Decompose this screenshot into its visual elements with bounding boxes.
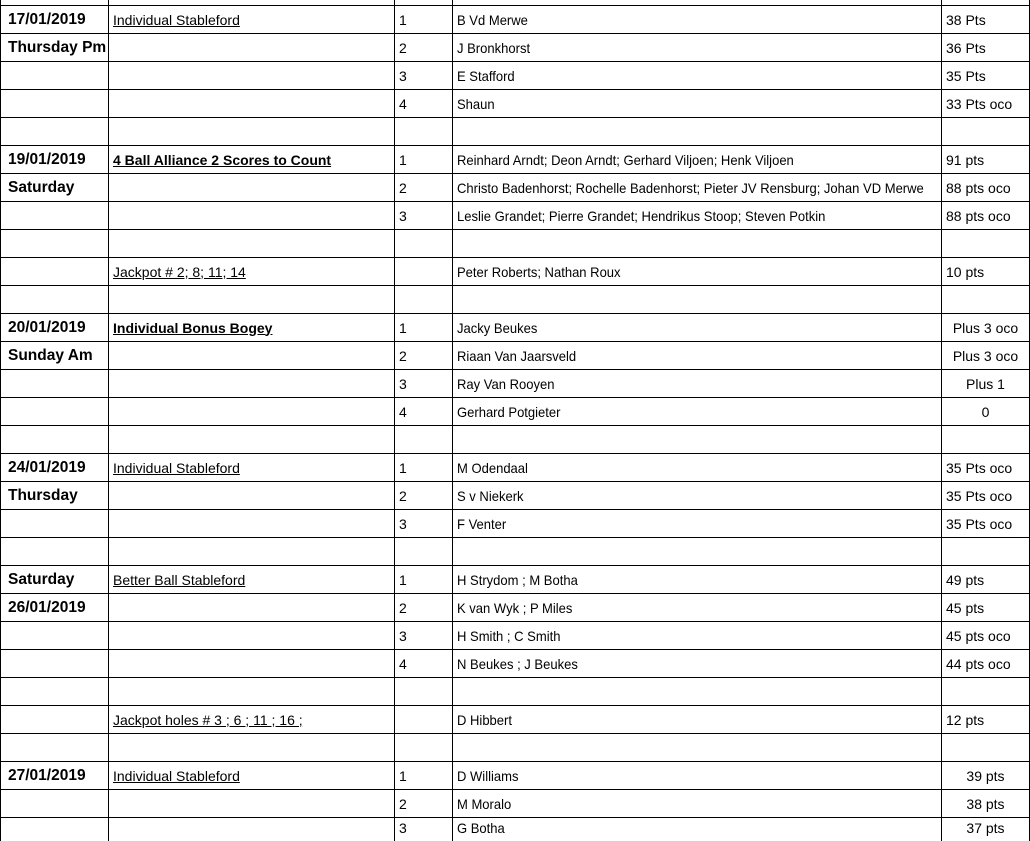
cell-points[interactable]: Plus 1 xyxy=(942,369,1030,397)
cell-points[interactable]: 38 Pts xyxy=(942,5,1030,33)
cell-points[interactable]: 45 pts oco xyxy=(942,621,1030,649)
table-row xyxy=(1,733,1030,761)
cell-competition[interactable] xyxy=(109,201,395,229)
cell-points[interactable]: 37 pts xyxy=(942,817,1030,841)
cell-date[interactable] xyxy=(1,789,109,817)
cell-points[interactable]: 12 pts xyxy=(942,705,1030,733)
cell-position[interactable]: 3 xyxy=(395,369,453,397)
cell-names[interactable] xyxy=(453,677,942,705)
cell-points[interactable] xyxy=(942,733,1030,761)
table-row xyxy=(1,481,1030,509)
player-names: Leslie Grandet; Pierre Grandet; Hendrikus Stoop; Steven Potkin xyxy=(457,207,826,224)
cell-names[interactable] xyxy=(453,649,942,677)
table-row xyxy=(1,509,1030,537)
cell-names[interactable] xyxy=(453,593,942,621)
cell-points[interactable]: 0 xyxy=(942,397,1030,425)
cell-position[interactable]: 4 xyxy=(395,649,453,677)
table-row xyxy=(1,61,1030,89)
cell-position[interactable]: 2 xyxy=(395,341,453,369)
cell-points[interactable] xyxy=(942,285,1030,313)
cell-date[interactable] xyxy=(1,705,109,733)
cell-names[interactable] xyxy=(453,201,942,229)
table-row xyxy=(1,5,1030,33)
cell-points[interactable] xyxy=(942,425,1030,453)
table-row xyxy=(1,537,1030,565)
player-names: H Smith ; C Smith xyxy=(457,627,561,644)
cell-position[interactable]: 1 xyxy=(395,145,453,173)
cell-competition[interactable] xyxy=(109,397,395,425)
cell-names[interactable] xyxy=(453,425,942,453)
cell-date[interactable] xyxy=(1,285,109,313)
table-row xyxy=(1,117,1030,145)
player-names: Christo Badenhorst; Rochelle Badenhorst; Pieter JV Rensburg; Johan VD Merwe xyxy=(457,179,924,196)
table-row xyxy=(1,621,1030,649)
cell-competition[interactable] xyxy=(109,425,395,453)
cell-points[interactable] xyxy=(942,677,1030,705)
cell-position[interactable] xyxy=(395,677,453,705)
cell-position[interactable]: 4 xyxy=(395,89,453,117)
cell-position[interactable] xyxy=(395,705,453,733)
cell-position[interactable] xyxy=(395,117,453,145)
cell-position[interactable]: 1 xyxy=(395,761,453,789)
cell-position[interactable]: 4 xyxy=(395,397,453,425)
cell-competition[interactable] xyxy=(109,817,395,841)
player-names: Reinhard Arndt; Deon Arndt; Gerhard Viljoen; Henk Viljoen xyxy=(457,151,794,168)
cell-position[interactable] xyxy=(395,733,453,761)
cell-competition[interactable] xyxy=(109,61,395,89)
player-names: B Vd Merwe xyxy=(457,11,528,28)
table-row xyxy=(1,145,1030,173)
cell-competition[interactable] xyxy=(109,621,395,649)
table-row xyxy=(1,173,1030,201)
cell-position[interactable]: 3 xyxy=(395,509,453,537)
cell-names[interactable] xyxy=(453,33,942,61)
cell-position[interactable]: 1 xyxy=(395,453,453,481)
cell-points[interactable] xyxy=(942,537,1030,565)
cell-date[interactable] xyxy=(1,425,109,453)
cell-points[interactable]: 35 Pts oco xyxy=(942,481,1030,509)
competition-label: Individual Stableford xyxy=(113,459,240,476)
cell-points[interactable] xyxy=(942,117,1030,145)
cell-position[interactable]: 2 xyxy=(395,481,453,509)
cell-names[interactable] xyxy=(453,453,942,481)
cell-date[interactable] xyxy=(1,509,109,537)
cell-competition[interactable] xyxy=(109,565,395,593)
cell-competition[interactable] xyxy=(109,593,395,621)
table-row xyxy=(1,33,1030,61)
table-row xyxy=(1,285,1030,313)
cell-competition[interactable] xyxy=(109,649,395,677)
player-names: F Venter xyxy=(457,515,507,532)
cell-position[interactable]: 2 xyxy=(395,33,453,61)
cell-position[interactable]: 2 xyxy=(395,173,453,201)
cell-date[interactable] xyxy=(1,229,109,257)
cell-date[interactable] xyxy=(1,649,109,677)
cell-date[interactable]: 19/01/2019 xyxy=(1,145,109,173)
player-names: D Williams xyxy=(457,767,519,784)
cell-competition[interactable] xyxy=(109,5,395,33)
cell-names[interactable] xyxy=(453,537,942,565)
cell-names[interactable] xyxy=(453,733,942,761)
cell-points[interactable]: 10 pts xyxy=(942,257,1030,285)
table-row xyxy=(1,761,1030,789)
table-row xyxy=(1,453,1030,481)
cell-names[interactable] xyxy=(453,705,942,733)
table-row xyxy=(1,425,1030,453)
cell-date[interactable]: 20/01/2019 xyxy=(1,313,109,341)
cell-position[interactable]: 3 xyxy=(395,201,453,229)
cell-names[interactable] xyxy=(453,257,942,285)
competition-label: Jackpot holes # 3 ; 6 ; 11 ; 16 ; xyxy=(113,711,303,728)
cell-names[interactable] xyxy=(453,285,942,313)
cell-date[interactable] xyxy=(1,369,109,397)
cell-names[interactable] xyxy=(453,817,942,841)
cell-date[interactable]: 26/01/2019 xyxy=(1,593,109,621)
cell-date[interactable]: 17/01/2019 xyxy=(1,5,109,33)
table-row xyxy=(1,565,1030,593)
player-names: E Stafford xyxy=(457,67,515,84)
cell-names[interactable] xyxy=(453,621,942,649)
cell-competition[interactable] xyxy=(109,453,395,481)
cell-points[interactable]: 88 pts oco xyxy=(942,173,1030,201)
cell-points[interactable]: 35 Pts xyxy=(942,61,1030,89)
cell-position[interactable]: 3 xyxy=(395,621,453,649)
cell-points[interactable]: 49 pts xyxy=(942,565,1030,593)
cell-names[interactable] xyxy=(453,117,942,145)
player-names: Ray Van Rooyen xyxy=(457,375,555,392)
cell-competition[interactable] xyxy=(109,89,395,117)
cell-date[interactable] xyxy=(1,201,109,229)
cell-competition[interactable] xyxy=(109,229,395,257)
cell-names[interactable] xyxy=(453,789,942,817)
player-names: Shaun xyxy=(457,95,495,112)
cell-position[interactable]: 3 xyxy=(395,61,453,89)
competition-label: Jackpot # 2; 8; 11; 14 xyxy=(113,263,246,280)
cell-date[interactable]: 27/01/2019 xyxy=(1,761,109,789)
cell-competition[interactable] xyxy=(109,341,395,369)
player-names: Gerhard Potgieter xyxy=(457,403,561,420)
table-row xyxy=(1,677,1030,705)
table-row xyxy=(1,313,1030,341)
cell-competition[interactable] xyxy=(109,481,395,509)
cell-position[interactable] xyxy=(395,229,453,257)
cell-position[interactable] xyxy=(395,257,453,285)
cell-date[interactable]: 24/01/2019 xyxy=(1,453,109,481)
cell-competition[interactable] xyxy=(109,117,395,145)
cell-competition[interactable] xyxy=(109,761,395,789)
cell-names[interactable] xyxy=(453,229,942,257)
player-names: G Botha xyxy=(457,819,505,836)
cell-points[interactable]: 88 pts oco xyxy=(942,201,1030,229)
cell-competition[interactable] xyxy=(109,537,395,565)
cell-points[interactable]: 36 Pts xyxy=(942,33,1030,61)
cell-names[interactable] xyxy=(453,481,942,509)
results-table-body xyxy=(1,0,1030,841)
cell-points[interactable]: 45 pts xyxy=(942,593,1030,621)
cell-position[interactable]: 1 xyxy=(395,565,453,593)
table-row xyxy=(1,201,1030,229)
cell-points[interactable]: 38 pts xyxy=(942,789,1030,817)
cell-date[interactable]: Thursday xyxy=(1,481,109,509)
player-names: Riaan Van Jaarsveld xyxy=(457,347,577,364)
cell-competition[interactable] xyxy=(109,173,395,201)
cell-date[interactable]: Sunday Am xyxy=(1,341,109,369)
cell-position[interactable] xyxy=(395,285,453,313)
table-row xyxy=(1,397,1030,425)
cell-names[interactable] xyxy=(453,173,942,201)
cell-date[interactable] xyxy=(1,677,109,705)
cell-competition[interactable] xyxy=(109,145,395,173)
cell-names[interactable] xyxy=(453,397,942,425)
player-names: K van Wyk ; P Miles xyxy=(457,599,573,616)
cell-position[interactable]: 1 xyxy=(395,313,453,341)
cell-date[interactable] xyxy=(1,257,109,285)
cell-points[interactable]: 33 Pts oco xyxy=(942,89,1030,117)
cell-names[interactable] xyxy=(453,341,942,369)
cell-points[interactable]: 35 Pts oco xyxy=(942,509,1030,537)
cell-points[interactable]: Plus 3 oco xyxy=(942,341,1030,369)
player-names: D Hibbert xyxy=(457,711,513,728)
competition-label: 4 Ball Alliance 2 Scores to Count xyxy=(113,151,332,168)
table-row xyxy=(1,593,1030,621)
cell-competition[interactable] xyxy=(109,369,395,397)
competition-label: Individual Stableford xyxy=(113,11,240,28)
cell-competition[interactable] xyxy=(109,677,395,705)
table-row xyxy=(1,649,1030,677)
cell-date[interactable] xyxy=(1,397,109,425)
cell-position[interactable]: 3 xyxy=(395,817,453,841)
table-row xyxy=(1,257,1030,285)
cell-date[interactable] xyxy=(1,733,109,761)
player-names: M Odendaal xyxy=(457,459,528,476)
cell-names[interactable] xyxy=(453,761,942,789)
competition-label: Individual Bonus Bogey xyxy=(113,319,273,336)
cell-position[interactable]: 2 xyxy=(395,789,453,817)
cell-competition[interactable] xyxy=(109,705,395,733)
cell-names[interactable] xyxy=(453,509,942,537)
cell-names[interactable] xyxy=(453,369,942,397)
cell-date[interactable] xyxy=(1,537,109,565)
cell-position[interactable] xyxy=(395,425,453,453)
player-names: Jacky Beukes xyxy=(457,319,538,336)
player-names: H Strydom ; M Botha xyxy=(457,571,578,588)
table-row xyxy=(1,705,1030,733)
cell-date[interactable] xyxy=(1,621,109,649)
cell-date[interactable]: Saturday xyxy=(1,173,109,201)
cell-points[interactable]: 91 pts xyxy=(942,145,1030,173)
table-row xyxy=(1,789,1030,817)
cell-points[interactable]: 39 pts xyxy=(942,761,1030,789)
player-names: M Moralo xyxy=(457,795,512,812)
cell-names[interactable] xyxy=(453,565,942,593)
table-row xyxy=(1,369,1030,397)
cell-position[interactable] xyxy=(395,537,453,565)
cell-date[interactable] xyxy=(1,117,109,145)
cell-competition[interactable] xyxy=(109,33,395,61)
cell-date[interactable] xyxy=(1,61,109,89)
player-names: Peter Roberts; Nathan Roux xyxy=(457,263,621,280)
cell-date[interactable] xyxy=(1,89,109,117)
cell-position[interactable]: 1 xyxy=(395,5,453,33)
cell-competition[interactable] xyxy=(109,285,395,313)
table-row xyxy=(1,229,1030,257)
cell-date[interactable]: Saturday xyxy=(1,565,109,593)
cell-competition[interactable] xyxy=(109,733,395,761)
cell-names[interactable] xyxy=(453,145,942,173)
table-row xyxy=(1,817,1030,841)
cell-competition[interactable] xyxy=(109,509,395,537)
cell-position[interactable]: 2 xyxy=(395,593,453,621)
player-names: S v Niekerk xyxy=(457,487,524,504)
player-names: N Beukes ; J Beukes xyxy=(457,655,578,672)
cell-competition[interactable] xyxy=(109,789,395,817)
cell-date[interactable]: Thursday Pm xyxy=(1,33,109,61)
competition-label: Better Ball Stableford xyxy=(113,571,246,588)
player-names: J Bronkhorst xyxy=(457,39,531,56)
cell-names[interactable] xyxy=(453,313,942,341)
cell-points[interactable] xyxy=(942,229,1030,257)
cell-competition[interactable] xyxy=(109,313,395,341)
cell-points[interactable]: 44 pts oco xyxy=(942,649,1030,677)
cell-names[interactable] xyxy=(453,89,942,117)
cell-names[interactable] xyxy=(453,5,942,33)
cell-points[interactable]: Plus 3 oco xyxy=(942,313,1030,341)
cell-competition[interactable] xyxy=(109,257,395,285)
cell-points[interactable]: 35 Pts oco xyxy=(942,453,1030,481)
cell-names[interactable] xyxy=(453,61,942,89)
table-row xyxy=(1,89,1030,117)
competition-label: Individual Stableford xyxy=(113,767,240,784)
cell-date[interactable] xyxy=(1,817,109,841)
table-row xyxy=(1,341,1030,369)
